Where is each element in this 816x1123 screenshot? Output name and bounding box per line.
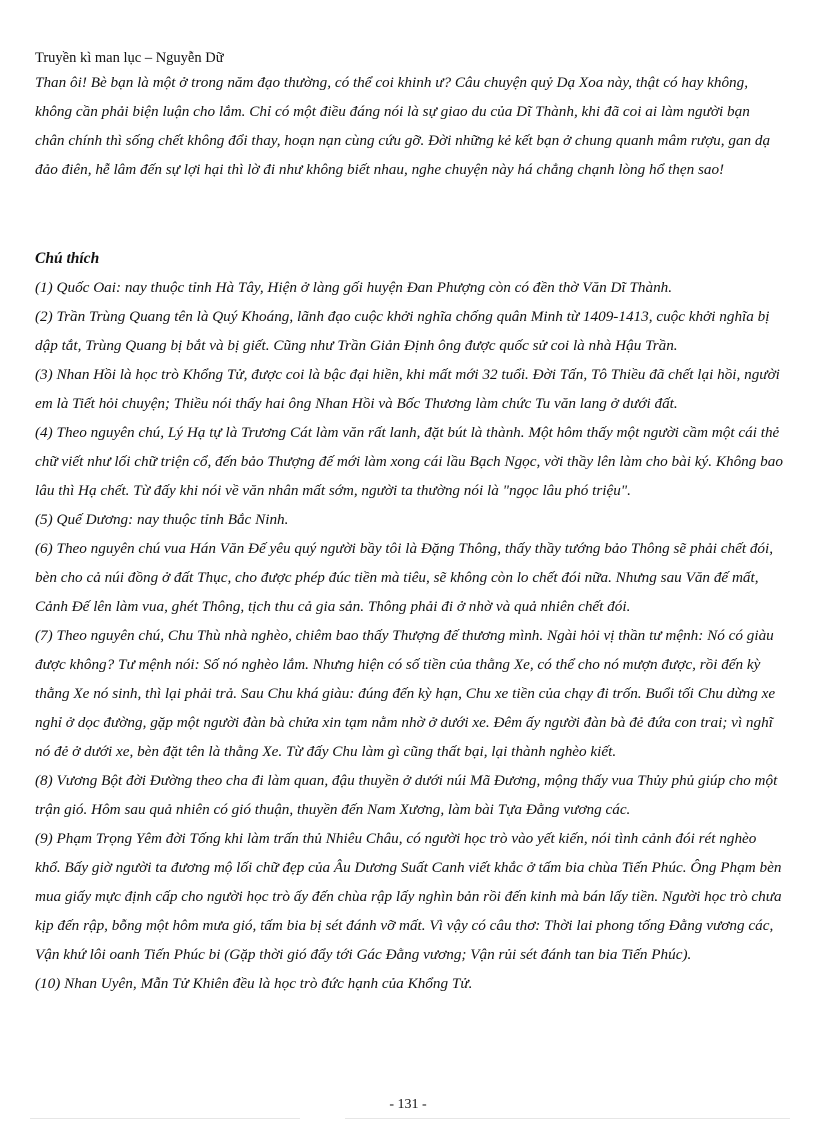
page-number: - 131 - <box>389 1097 427 1112</box>
note-item: (4) Theo nguyên chú, Lý Hạ tự là Trương Cát làm văn rất lanh, đặt bút là thành. Một hôm thấy một người cầm một cái thẻ chữ viết như lối chữ triện cổ, đến bảo Thượng đế mới làm xong cái lầu Bạch Ngọc, vời thầy lên làm cho bài ký. Không bao lâu thì Hạ chết. Từ đấy khi nói về văn nhân mất sớm, người ta thường nói là "ngọc lâu phó triệu". <box>35 424 783 499</box>
notes-heading: Chú thích <box>35 250 100 267</box>
closing-paragraph: Than ôi! Bè bạn là một ở trong năm đạo thường, có thể coi khinh ư? Câu chuyện quỷ Dạ Xoa này, thật có hay không, không cần phải biện luận cho lắm. Chỉ có một điều đáng nói là sự giao du của Dĩ Thành, khi đã coi ai làm người bạn chân chính thì sống chết không đổi thay, hoạn nạn cùng cứu gỡ. Đời những kẻ kết bạn ở chung quanh mâm rượu, gan dạ đảo điên, hễ lâm đến sự lợi hại thì lờ đi như không biết nhau, nghe chuyện này há chẳng chạnh lòng hổ thẹn sao! <box>35 74 771 178</box>
note-item: (10) Nhan Uyên, Mẫn Tử Khiên đều là học trò đức hạnh của Khổng Tử. <box>35 975 473 992</box>
note-item: (9) Phạm Trọng Yêm đời Tống khi làm trấn thủ Nhiêu Châu, có người học trò vào yết kiến, nói tình cảnh đói rét nghèo khổ. Bấy giờ người ta đương mộ lối chữ đẹp của Âu Dương Suất Canh viết khắc ở tấm bia chùa Tiến Phúc. Ông Phạm bèn mua giấy mực định cấp cho người học trò ấy đến chùa rập lấy nghìn bản rồi đến kinh mà bán lấy tiền. Người học trò chưa kịp đến rập, bỗng một hôm mưa gió, tấm bia bị sét đánh vỡ mất. Vì vậy có câu thơ: Thời lai phong tống Đằng vương các, Vận khứ lôi oanh Tiến Phúc bi (Gặp thời gió đẩy tới Gác Đằng vương; Vận rủi sét đánh tan bia Tiến Phúc). <box>35 830 782 963</box>
footer-divider-right <box>345 1118 790 1119</box>
note-item: (5) Quế Dương: nay thuộc tỉnh Bắc Ninh. <box>35 511 289 528</box>
note-item: (8) Vương Bột đời Đường theo cha đi làm quan, đậu thuyền ở dưới núi Mã Đương, mộng thấy vua Thủy phủ giúp cho một trận gió. Hôm sau quả nhiên có gió thuận, thuyền đến Nam Xương, làm bài Tựa Đằng vương các. <box>35 772 778 818</box>
note-item: (7) Theo nguyên chú, Chu Thù nhà nghèo, chiêm bao thấy Thượng đế thương mình. Ngài hỏi vị thần tư mệnh: Nó có giàu được không? Tư mệnh nói: Số nó nghèo lắm. Nhưng hiện có số tiền của thằng Xe, có thể cho nó mượn được, rồi đến kỳ thằng Xe nó sinh, thì lại phải trả. Sau Chu khá giàu: đúng đến kỳ hạn, Chu xe tiền của chạy đi trốn. Buổi tối Chu dừng xe nghỉ ở dọc đường, gặp một người đàn bà chửa xin tạm nằm nhờ ở dưới xe. Đêm ấy người đàn bà đẻ đứa con trai; vì nghĩ nó đẻ ở dưới xe, bèn đặt tên là thằng Xe. Từ đấy Chu làm gì cũng thất bại, lại thành nghèo kiết. <box>35 627 776 760</box>
note-item: (2) Trần Trùng Quang tên là Quý Khoáng, lãnh đạo cuộc khởi nghĩa chống quân Minh từ 1409-1413, cuộc khởi nghĩa bị dập tắt, Trùng Quang bị bắt và bị giết. Cũng như Trần Giản Định ông được quốc sử coi là nhà Hậu Trần. <box>35 308 770 354</box>
notes-list <box>35 273 783 998</box>
note-item: (6) Theo nguyên chú vua Hán Văn Đế yêu quý người bầy tôi là Đặng Thông, thấy thầy tướng bảo Thông sẽ phải chết đói, bèn cho cả núi đồng ở đất Thục, cho được phép đúc tiền mà tiêu, sẽ không còn lo chết đói nữa. Nhưng sau Văn đế mất, Cảnh Đế lên làm vua, ghét Thông, tịch thu cả gia sản. Thông phải đi ở nhờ và quả nhiên chết đói. <box>35 540 774 615</box>
note-item: (3) Nhan Hồi là học trò Khổng Tử, được coi là bậc đại hiền, khi mất mới 32 tuổi. Đời Tấn, Tô Thiều đã chết lại hồi, người em là Tiết hỏi chuyện; Thiều nói thấy hai ông Nhan Hồi và Bốc Thương làm chức Tu văn lang ở dưới đất. <box>35 366 780 412</box>
footer-divider-left <box>30 1118 300 1119</box>
note-item: (1) Quốc Oai: nay thuộc tỉnh Hà Tây, Hiện ở làng gối huyện Đan Phượng còn có đền thờ Văn Dĩ Thành. <box>35 279 673 296</box>
running-header: Truyền kì man lục – Nguyễn Dữ <box>35 50 224 66</box>
